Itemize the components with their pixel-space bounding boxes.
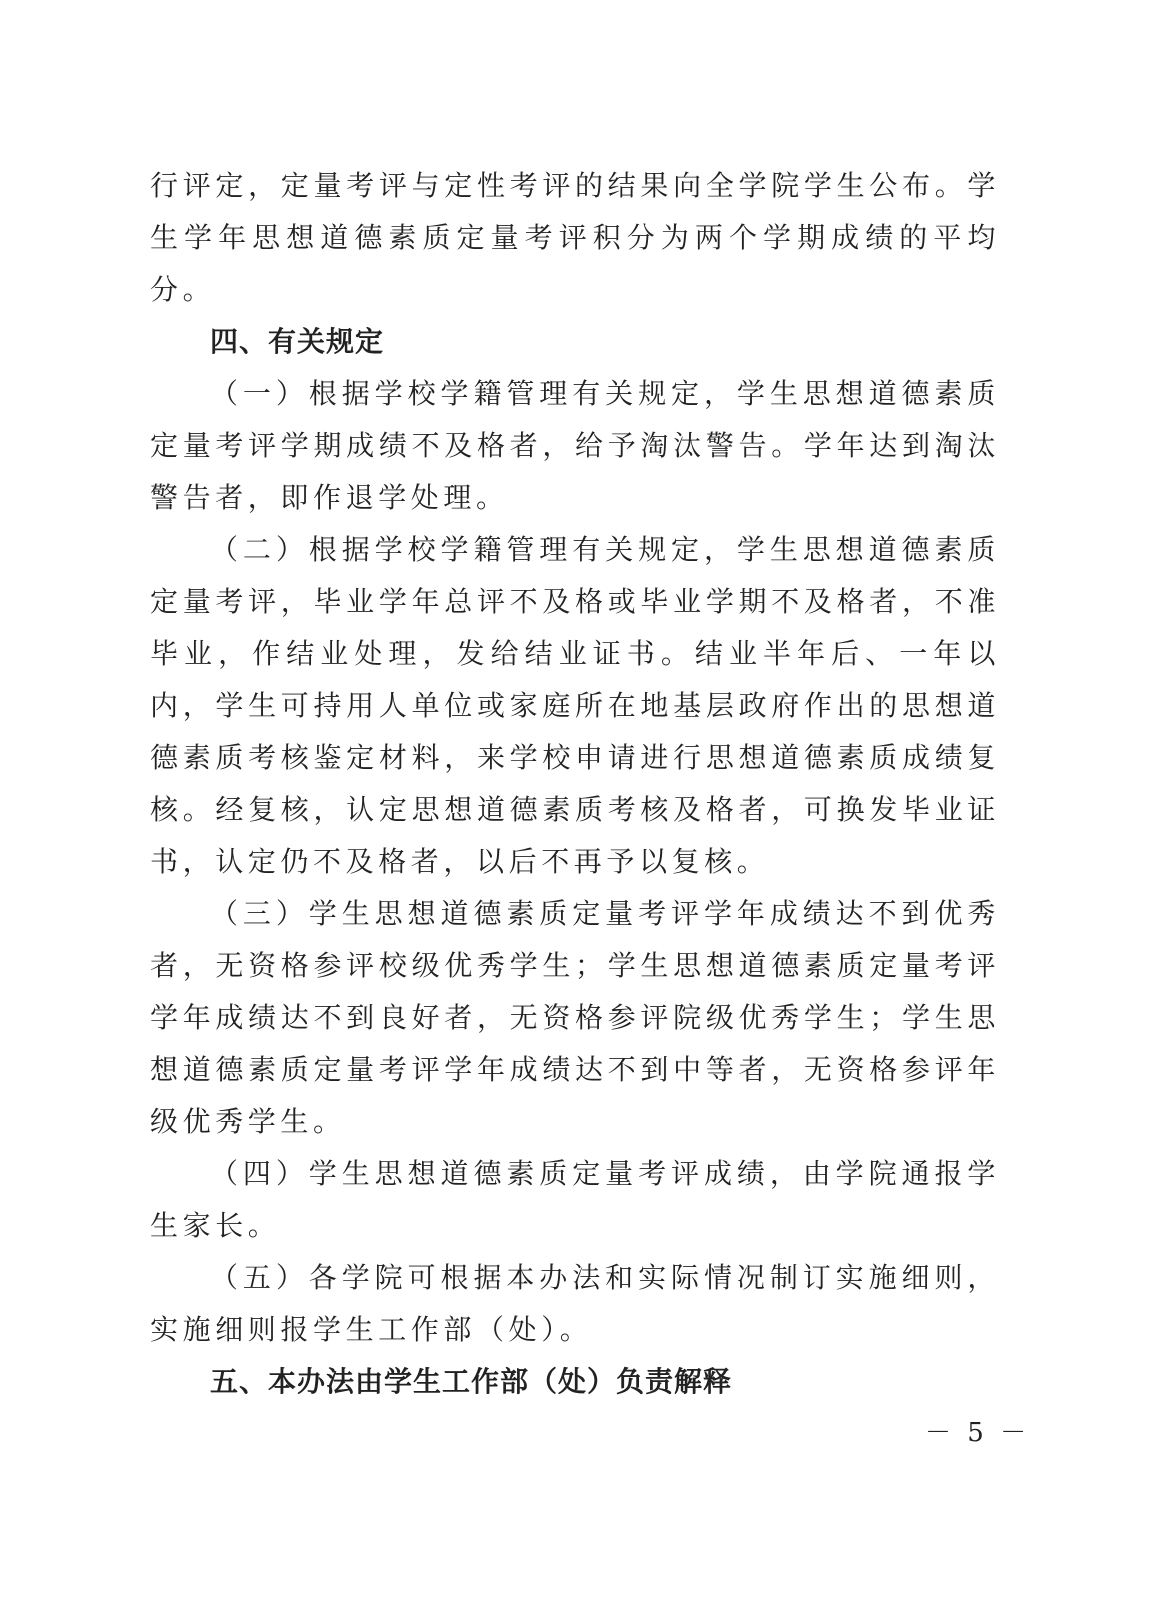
paragraph-item-2: （二）根据学校学籍管理有关规定，学生思想道德素质定量考评，毕业学年总评不及格或毕业学期不及格者，不准毕业，作结业处理，发给结业证书。结业半年后、一年以内，学生可持用人单位或家庭所在地基层政府作出的思想道德素质考核鉴定材料，来学校申请进行思想道德素质成绩复核。经复核，认定思想道德素质考核及格者，可换发毕业证书，认定仍不及格者，以后不再予以复核。 <box>150 533 1000 878</box>
page-number: － 5 － <box>925 1418 1031 1448</box>
section-heading-5: 五、本办法由学生工作部（处）负责解释 <box>210 1365 733 1398</box>
paragraph-continuation: 行评定，定量考评与定性考评的结果向全学院学生公布。学生学年思想道德素质定量考评积分为两个学期成绩的平均分。 <box>150 169 1000 306</box>
paragraph-item-1: （一）根据学校学籍管理有关规定，学生思想道德素质定量考评学期成绩不及格者，给予淘汰警告。学年达到淘汰警告者，即作退学处理。 <box>150 377 1000 514</box>
section-heading-4: 四、有关规定 <box>210 325 385 358</box>
paragraph-item-3: （三）学生思想道德素质定量考评学年成绩达不到优秀者，无资格参评校级优秀学生；学生思想道德素质定量考评学年成绩达不到良好者，无资格参评院级优秀学生；学生思想道德素质定量考评学年成绩达不到中等者，无资格参评年级优秀学生。 <box>150 897 1000 1138</box>
paragraph-item-4: （四）学生思想道德素质定量考评成绩，由学院通报学生家长。 <box>150 1157 1000 1242</box>
document-body <box>150 160 1000 1408</box>
paragraph-item-5: （五）各学院可根据本办法和实际情况制订实施细则，实施细则报学生工作部（处）。 <box>150 1261 1000 1346</box>
